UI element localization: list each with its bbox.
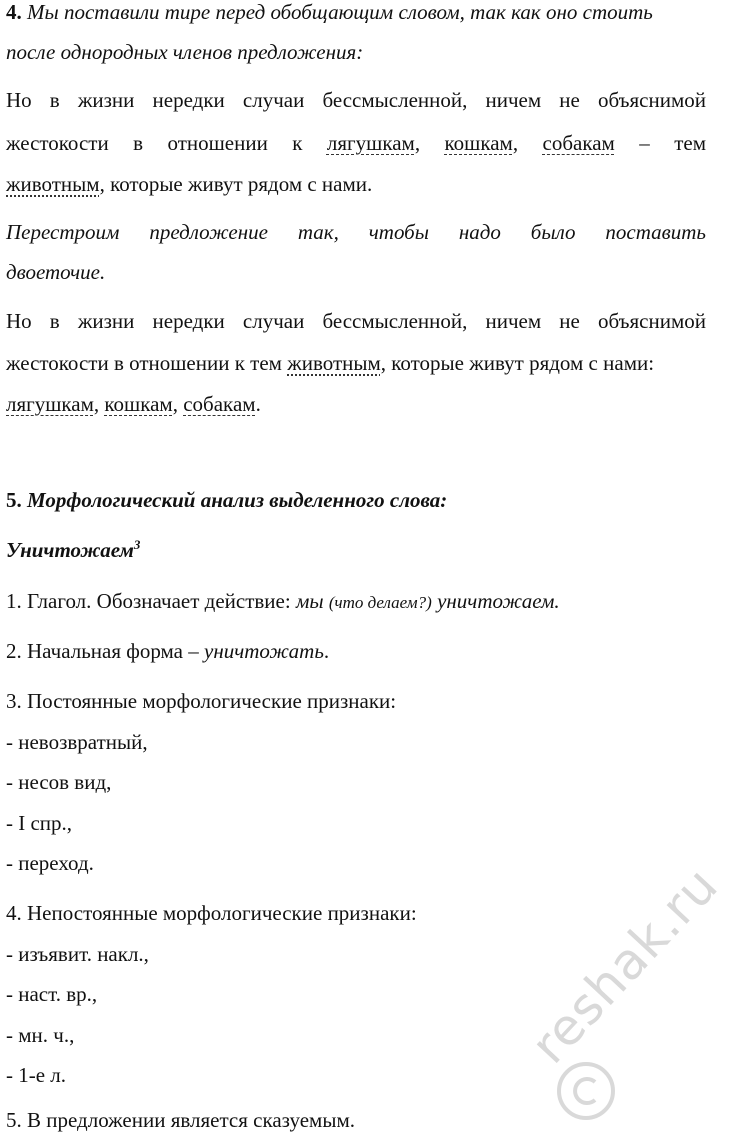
s5-point-5: 5. В предложении является сказуемым.	[6, 1108, 355, 1132]
s4-rebuild-line-2: двоеточие.	[6, 260, 106, 284]
s4-new-line-2	[6, 353, 654, 374]
s4-intro-line-1	[6, 2, 653, 23]
s5-p2-text: 2. Начальная форма –	[6, 639, 199, 663]
s4-original-line-2	[6, 133, 706, 154]
period: .	[255, 392, 261, 416]
s4-intro-text-1: Мы поставили тире перед обобщающим словом, так как оно стоить	[27, 0, 653, 24]
comma: ,	[414, 131, 421, 155]
s4-new-tail: , которые живут рядом с нами:	[380, 351, 655, 375]
s5-heading	[6, 490, 447, 511]
watermark-reshak: reshak.ru	[520, 856, 729, 1075]
s5-point-3: 3. Постоянные морфологические признаки:	[6, 689, 397, 713]
s4-orig-text: жестокости в отношении к	[6, 131, 303, 155]
s5-number: 5.	[6, 488, 22, 512]
underlined-word-koshkam: кошкам	[104, 392, 173, 416]
s5-p1-question: (что делаем?)	[328, 593, 432, 612]
s4-new-text: жестокости в отношении к тем	[6, 351, 282, 375]
s5-p3-item: - переход.	[6, 851, 94, 875]
s4-original-line-1: Но в жизни нередки случаи бессмысленной, ничем не объяснимой	[6, 88, 706, 112]
s5-p4-item: - изъявит. накл.,	[6, 942, 149, 966]
underlined-word-koshkam: кошкам	[444, 131, 513, 155]
period: .	[323, 639, 330, 663]
underlined-word-sobakam: собакам	[183, 392, 256, 416]
underlined-word-zhivotnym: животным	[6, 172, 100, 196]
s5-point-4: 4. Непостоянные морфологические признаки:	[6, 901, 417, 925]
s5-p2-infinitive: уничтожать	[204, 639, 324, 663]
s5-p1-word: уничтожаем.	[437, 589, 560, 613]
s4-original-line-3	[6, 174, 372, 195]
s4-new-line-3	[6, 394, 261, 415]
s5-p1-text: 1. Глагол. Обозначает действие:	[6, 589, 291, 613]
s5-title: Морфологический анализ выделенного слова:	[27, 488, 448, 512]
s5-p4-item: - 1-е л.	[6, 1063, 67, 1087]
s5-p4-item: - наст. вр.,	[6, 982, 98, 1006]
s4-intro-line-2: после однородных членов предложения:	[6, 40, 364, 64]
comma: ,	[172, 392, 184, 416]
s4-rebuild-line-1: Перестроим предложение так, чтобы надо было поставить	[6, 220, 706, 244]
s5-word	[6, 537, 141, 562]
s4-orig-tail: – тем	[639, 131, 707, 155]
analyzed-word-superscript: 3	[133, 537, 141, 552]
underlined-word-sobakam: собакам	[542, 131, 615, 155]
s4-number: 4.	[6, 0, 22, 24]
analyzed-word: Уничтожаем	[6, 538, 134, 562]
s5-point-2	[6, 641, 329, 662]
s4-new-line-1: Но в жизни нередки случаи бессмысленной, ничем не объяснимой	[6, 309, 706, 333]
s5-point-1	[6, 591, 560, 612]
s5-p1-pronoun: мы	[295, 589, 324, 613]
s5-p3-item: - I спр.,	[6, 811, 73, 835]
s5-p3-item: - несов вид,	[6, 770, 112, 794]
underlined-word-lyagushkam: лягушкам	[6, 392, 94, 416]
comma: ,	[512, 131, 519, 155]
comma: ,	[93, 392, 105, 416]
underlined-word-zhivotnym: животным	[287, 351, 381, 375]
s5-p4-item: - мн. ч.,	[6, 1023, 75, 1047]
underlined-word-lyagushkam: лягушкам	[326, 131, 415, 155]
s5-p3-item: - невозвратный,	[6, 730, 148, 754]
s4-orig-end: , которые живут рядом с нами.	[99, 172, 373, 196]
